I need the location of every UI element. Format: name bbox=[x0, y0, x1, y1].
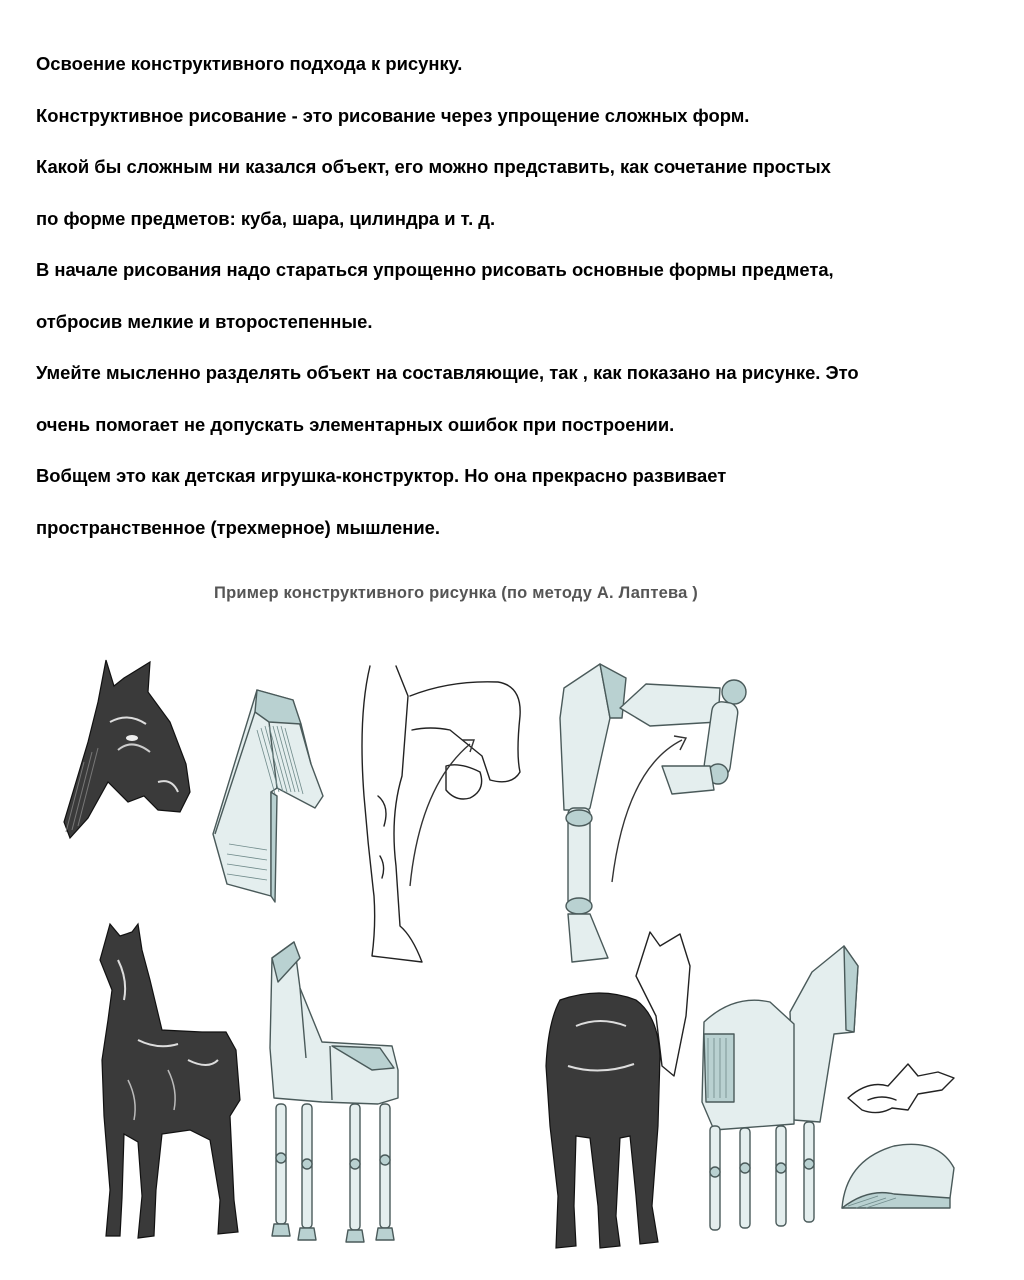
text-line-9: Вобщем это как детская игрушка-конструктор. Но она прекрасно развивает bbox=[36, 465, 727, 486]
standing-horse-sketch bbox=[98, 920, 248, 1250]
horse-head-sketch bbox=[58, 652, 198, 842]
intro-text bbox=[36, 38, 1006, 553]
block-leg-construction bbox=[550, 658, 760, 968]
figure-caption: Пример конструктивного рисунка (по методу А. Лаптева ) bbox=[214, 584, 698, 602]
half-cylinder-block bbox=[838, 1138, 958, 1216]
rear-horse-sketch bbox=[540, 926, 700, 1258]
text-line-1: Освоение конструктивного подхода к рисунку. bbox=[36, 53, 463, 74]
pelvis-sketch bbox=[838, 1050, 958, 1120]
text-line-4: по форме предметов: куба, шара, цилиндра и т. д. bbox=[36, 207, 496, 229]
text-line-10: пространственное (трехмерное) мышление. bbox=[36, 516, 440, 538]
text-line-7: Умейте мысленно разделять объект на составляющие, так , как показано на рисунке. Это bbox=[36, 362, 859, 383]
horse-leg-sketch bbox=[350, 656, 530, 968]
block-standing-horse bbox=[262, 938, 412, 1250]
text-line-2: Конструктивное рисование - это рисование через упрощение сложных форм. bbox=[36, 104, 750, 126]
text-line-6: отбросив мелкие и второстепенные. bbox=[36, 310, 373, 332]
text-line-8: очень помогает не допускать элементарных ошибок при построении. bbox=[36, 413, 675, 435]
text-line-3: Какой бы сложным ни казался объект, его можно представить, как сочетание простых bbox=[36, 156, 831, 177]
text-line-5: В начале рисования надо стараться упрощенно рисовать основные формы предмета, bbox=[36, 259, 834, 280]
block-head-construction bbox=[205, 684, 325, 908]
